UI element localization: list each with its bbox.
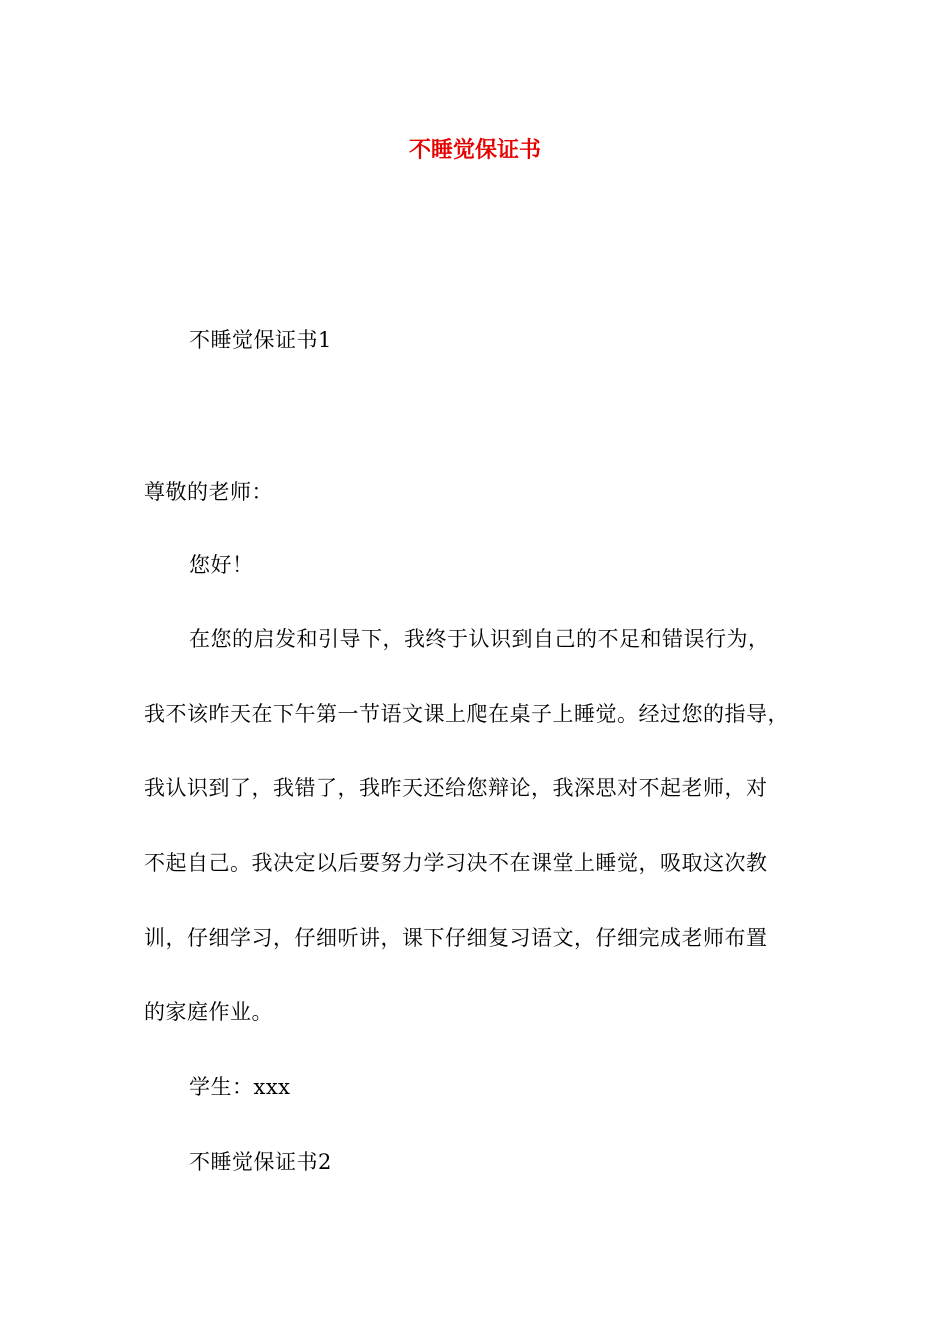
section2-heading: 不睡觉保证书2 [189, 1150, 332, 1174]
section1-heading: 不睡觉保证书1 [189, 328, 332, 352]
document-title: 不睡觉保证书 [408, 138, 541, 163]
body-line: 在您的启发和引导下，我终于认识到自己的不足和错误行为， [189, 627, 770, 651]
body-line: 我认识到了，我错了，我昨天还给您辩论，我深思对不起老师，对 [144, 776, 768, 800]
body-line: 训，仔细学习，仔细听讲，课下仔细复习语文，仔细完成老师布置 [144, 926, 768, 950]
body-line: 不起自己。我决定以后要努力学习决不在课堂上睡觉，吸取这次教 [144, 851, 768, 875]
salutation: 尊敬的老师： [144, 480, 273, 504]
greeting: 您好！ [189, 553, 254, 577]
body-line: 我不该昨天在下午第一节语文课上爬在桌子上睡觉。经过您的指导， [144, 702, 789, 726]
body-line: 的家庭作业。 [144, 1000, 273, 1024]
signature: 学生：xxx [189, 1075, 291, 1099]
